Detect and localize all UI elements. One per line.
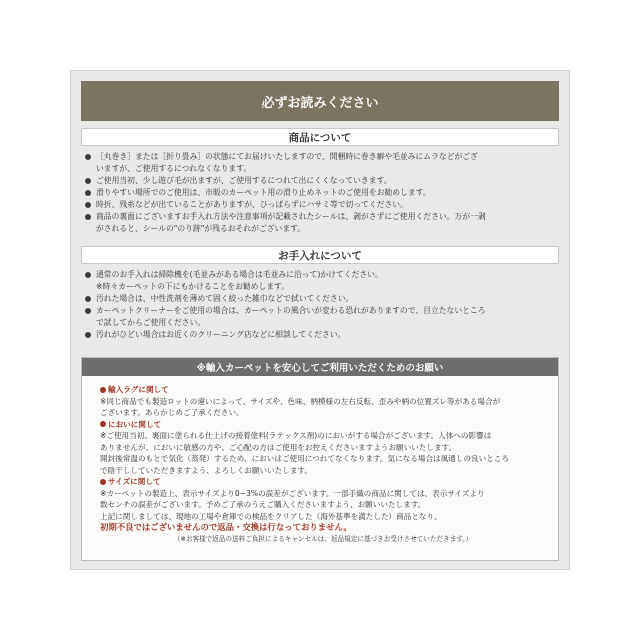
care-items-list	[85, 269, 555, 341]
list-item: 汚れがひどい場合はお近くのクリーニング店などに相談してください。	[85, 329, 555, 341]
list-item: カーペットクリーナーをご使用の場合は、カーペットの風合いが変わる恐れがありますので、目立たないところ で試してからご使用ください。	[85, 305, 555, 329]
list-item: 汚れた場合は、中性洗剤を薄めて固く絞った雑巾などで拭いてください。	[85, 293, 555, 305]
page-title: 必ずお読みください	[81, 81, 559, 121]
list-item: 商品の裏面にございますお手入れ方法や注意事項が記載されたシールは、剥がさずにご使用ください。万が一剥 がされると、シールの"のり跡"が残るおそれがございます。	[85, 211, 555, 235]
bullet-icon	[85, 214, 91, 220]
no-return-warning: 初期不良ではございませんので返品・交換は行なっておりません。	[100, 522, 352, 532]
subsection-title: においに関して	[100, 419, 546, 431]
product-items-list	[85, 151, 555, 235]
bullet-icon	[100, 479, 106, 485]
product-section-header: 商品について	[81, 128, 559, 146]
list-item: 時折、残糸などが出ていることがありますが、ひっぱらずにハサミ等で切ってください。	[85, 199, 555, 211]
list-item: ［丸巻き］または［折り畳み］の状態にてお届けいたしますので、開梱時に巻き癖や毛並みにムラなどがござ いますが、ご使用するにつれなくなります。	[85, 151, 555, 175]
subsection-body: ※同じ商品でも製造ロットの違いによって、サイズや、色味、柄模様の左右反転、歪みや柄の位置ズレ等がある場合が ございます。あらかじめご了承ください。	[100, 396, 501, 417]
bullet-icon	[85, 178, 91, 184]
care-section-header: お手入れについて	[81, 246, 559, 264]
import-notice-header: ※輸入カーペットを安心してご利用いただくためのお願い	[82, 358, 558, 376]
subsection-body: ※カーペットの製造上、表示サイズより0~3%の誤差がございます。一部手織の商品に関しては、表示サイズより 数センチの誤差がございます。予めご了承のうえご購入くださいますよう、お願いいたします。 上記に関しましては、現地の工場や倉庫での検品をクリアした（海外基準を満たした）商品となり、	[100, 488, 485, 521]
subsection-body: ※ご使用当初、裏面に塗られる仕上げの接着塗料(ラテックス剤)のにおいがする場合がございます。人体への影響は ありませんが、においに敏感の方や、ご心配の方はご使用をお控えくださいますようお願いいたします。 開封後常温のもとで気化（蒸発）するため、においはご使用につれてなくなります。気になる場合は風通しの良いところ で陰干ししていただきますよう、よろしくお願いいたします。	[100, 431, 509, 475]
list-item: ご使用当初、少し遊び毛が出ますが、ご使用するにつれて出にくくなっていきます。	[85, 175, 555, 187]
bullet-icon	[85, 202, 91, 208]
bullet-icon	[100, 387, 106, 393]
bullet-icon	[85, 154, 91, 160]
bullet-icon	[85, 296, 91, 302]
footnote: （※お客様で返品の送料ご負担によるキャンセルは、返品規定に基づきお受けさせていただきます。）	[173, 534, 473, 543]
list-item: 通常のお手入れは掃除機を(毛並みがある場合は毛並みに沿って)かけてください。 ※時々カーペットの下にもかけることをお勧めします。	[85, 269, 555, 293]
bullet-icon	[85, 190, 91, 196]
bullet-icon	[85, 332, 91, 338]
bullet-icon	[85, 308, 91, 314]
notice-panel	[70, 70, 570, 570]
subsection-title: 輸入ラグに関して	[100, 384, 546, 396]
subsection-title: サイズに関して	[100, 476, 546, 488]
import-notice-box	[81, 357, 559, 561]
bullet-icon	[85, 272, 91, 278]
bullet-icon	[100, 421, 106, 427]
list-item: 滑りやすい場所でのご使用は、市販のカーペット用の滑り止めネットのご使用をお勧めします。	[85, 187, 555, 199]
